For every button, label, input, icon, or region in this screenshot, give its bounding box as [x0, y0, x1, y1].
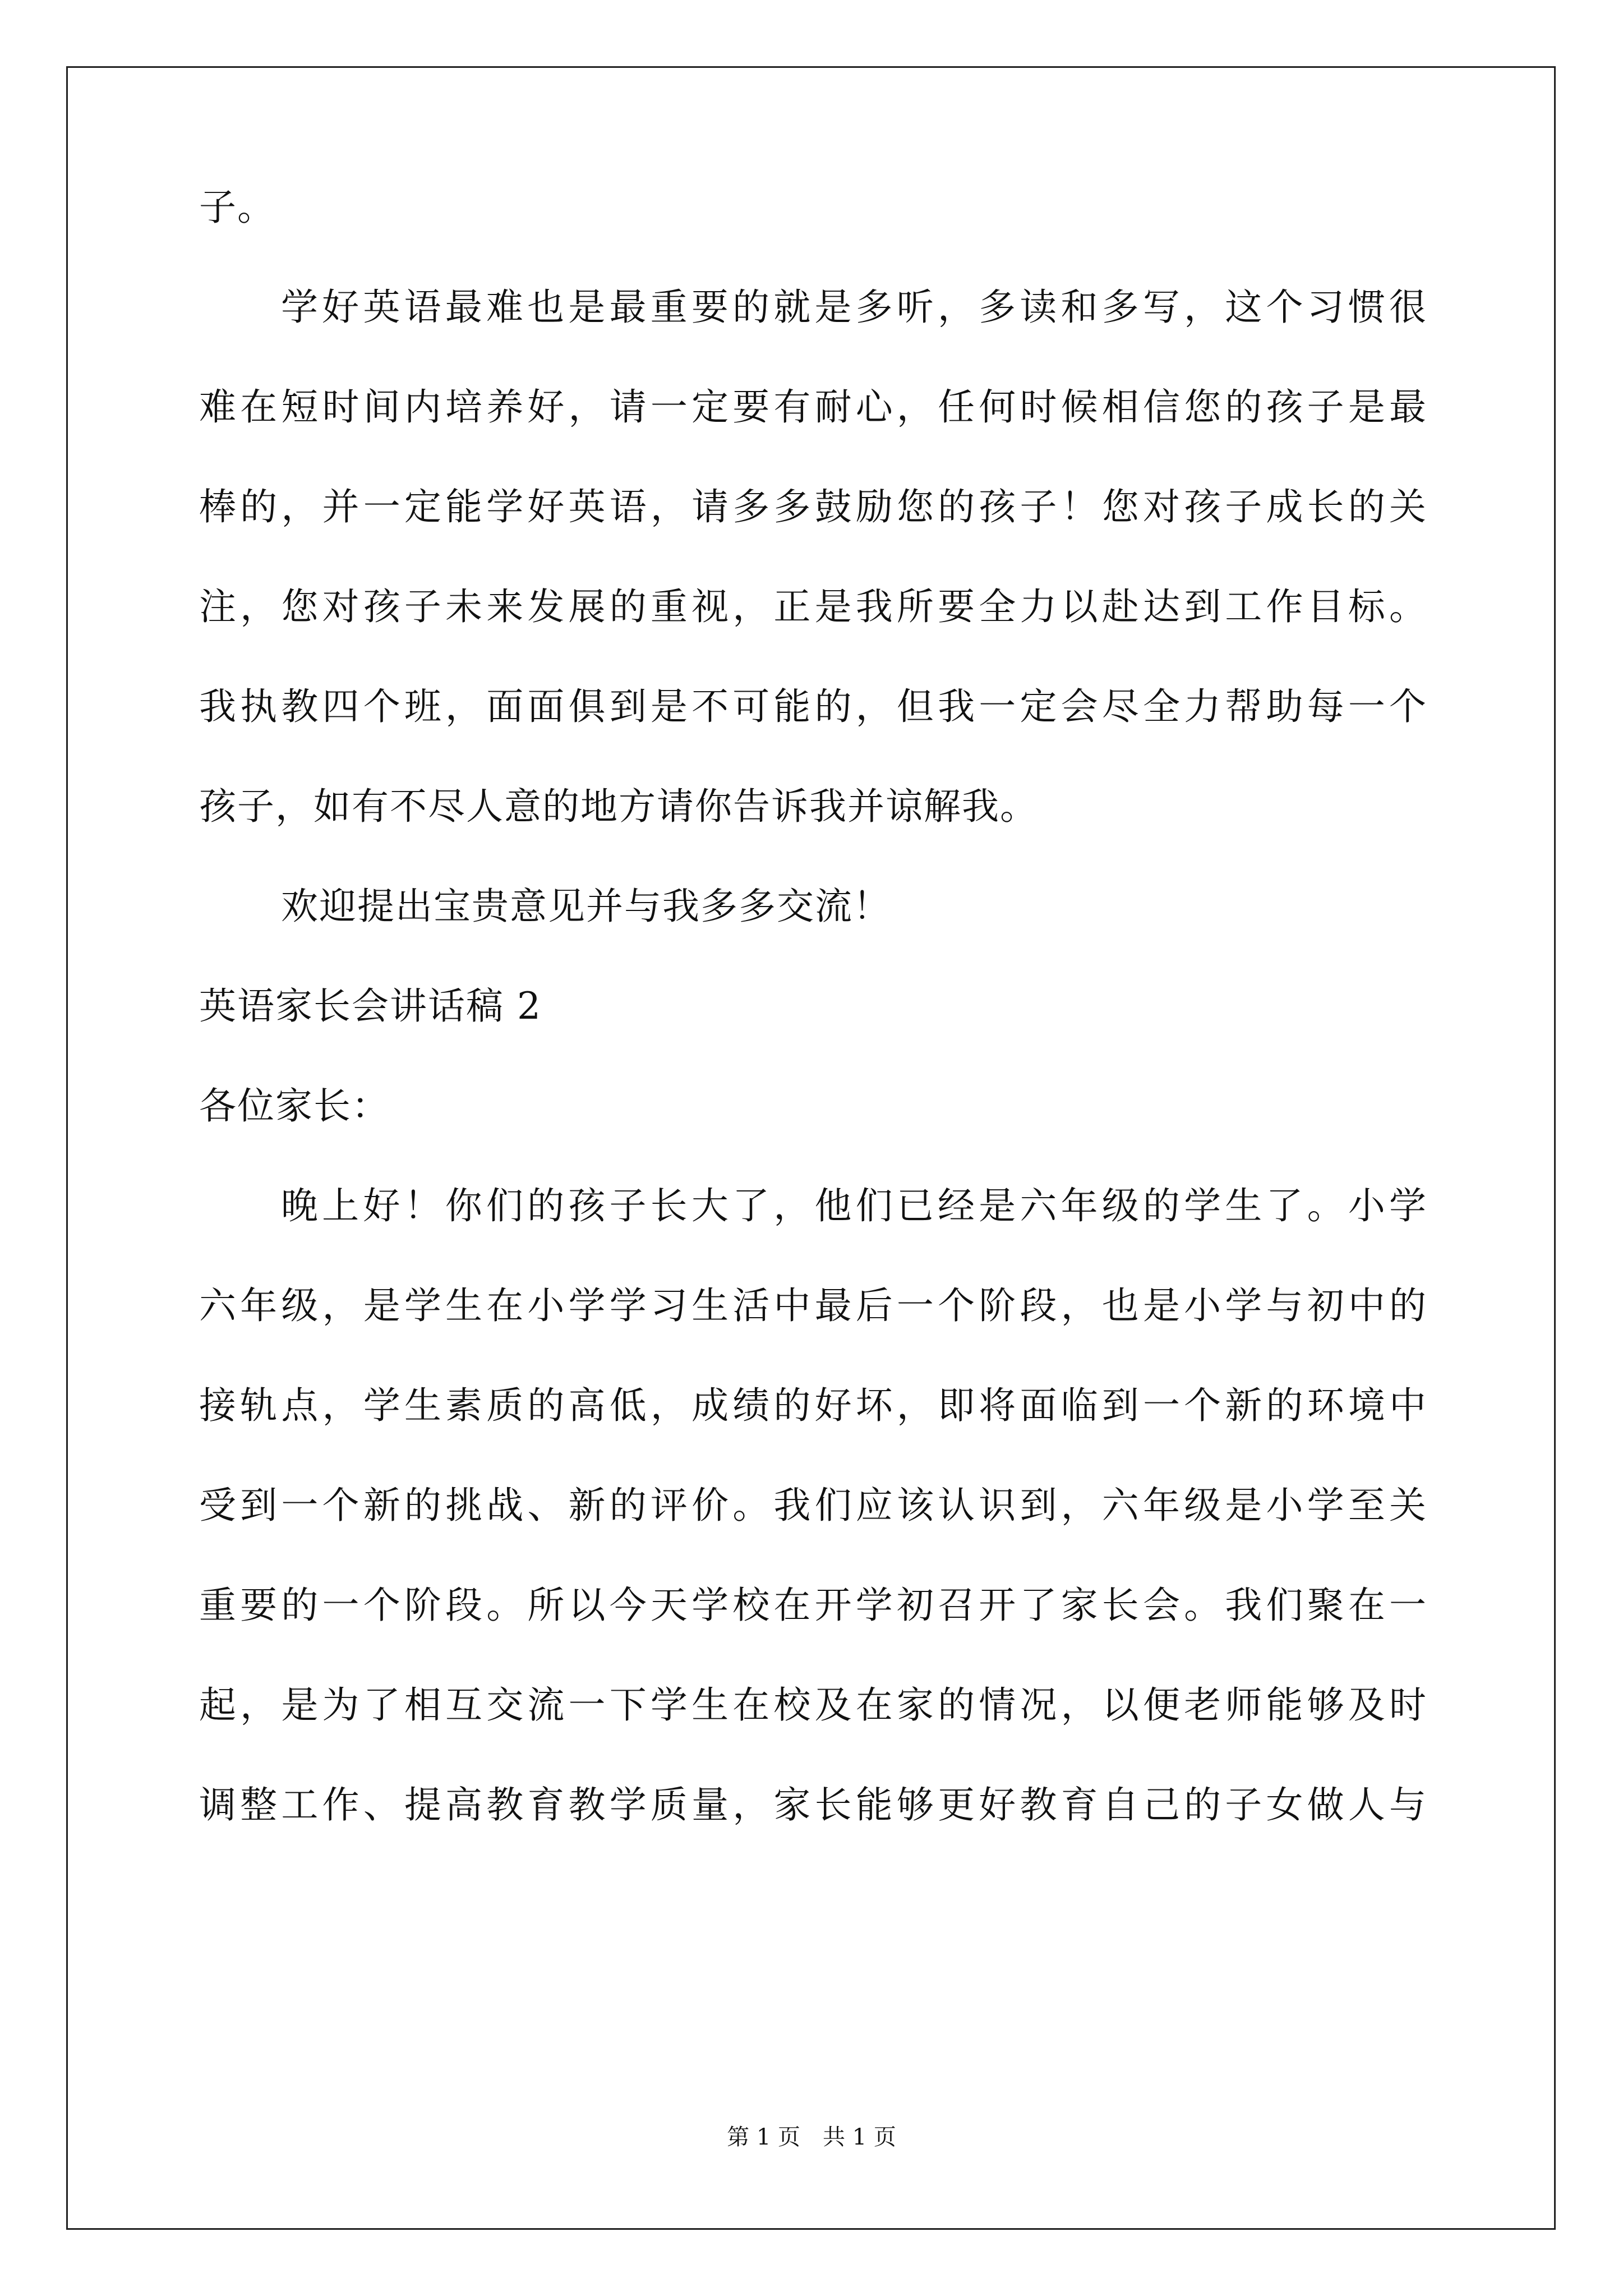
paragraph-line: 六年级，是学生在小学学习生活中最后一个阶段，也是小学与初中的	[199, 1284, 1427, 1327]
paragraph-line: 起，是为了相互交流一下学生在校及在家的情况，以便老师能够及时	[199, 1683, 1427, 1727]
paragraph-line: 晚上好！你们的孩子长大了，他们已经是六年级的学生了。小学	[281, 1184, 1427, 1227]
paragraph-line: 难在短时间内培养好，请一定要有耐心，任何时候相信您的孩子是最	[199, 385, 1427, 429]
paragraph-line: 学好英语最难也是最重要的就是多听，多读和多写，这个习惯很	[281, 286, 1427, 329]
page-footer: 第 1 页 共 1 页	[727, 2124, 896, 2150]
text-line: 子。	[199, 186, 275, 229]
paragraph-line: 欢迎提出宝贵意见并与我多多交流！	[281, 885, 891, 928]
paragraph-line: 重要的一个阶段。所以今天学校在开学初召开了家长会。我们聚在一	[199, 1584, 1427, 1627]
paragraph-line: 接轨点，学生素质的高低，成绩的好坏，即将面临到一个新的环境中	[199, 1384, 1427, 1427]
paragraph-line: 注，您对孩子未来发展的重视，正是我所要全力以赴达到工作目标。	[199, 585, 1427, 628]
paragraph-line: 受到一个新的挑战、新的评价。我们应该认识到，六年级是小学至关	[199, 1484, 1427, 1527]
salutation: 各位家长：	[199, 1084, 390, 1128]
paragraph-line: 我执教四个班，面面俱到是不可能的，但我一定会尽全力帮助每一个	[199, 685, 1427, 728]
paragraph-line: 孩子，如有不尽人意的地方请你告诉我并谅解我。	[199, 785, 1038, 828]
paragraph-line: 调整工作、提高教育教学质量，家长能够更好教育自己的子女做人与	[199, 1783, 1427, 1826]
section-heading: 英语家长会讲话稿 2	[199, 984, 542, 1028]
paragraph-line: 棒的，并一定能学好英语，请多多鼓励您的孩子！您对孩子成长的关	[199, 485, 1427, 528]
